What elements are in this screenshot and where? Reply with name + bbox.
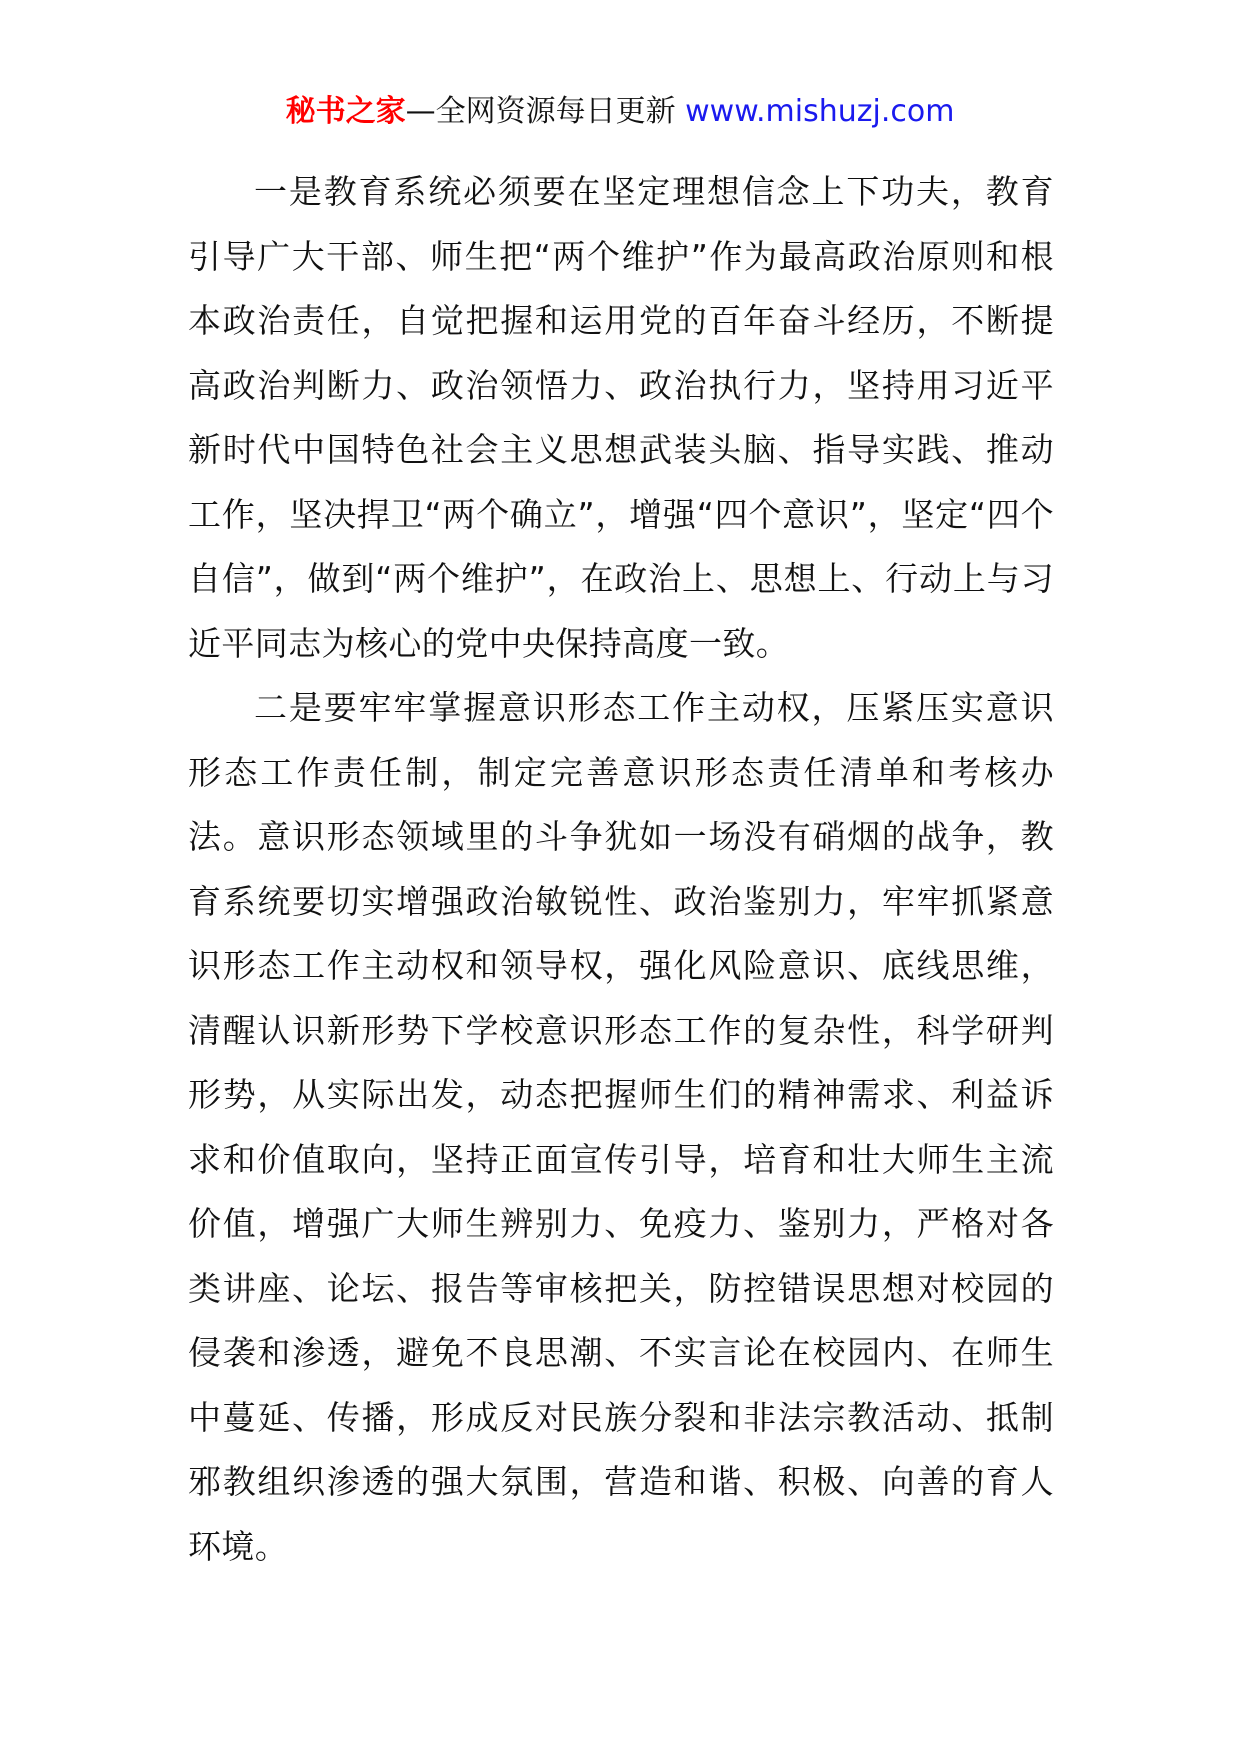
site-url-link[interactable]: www.mishuzj.com — [685, 94, 955, 129]
paragraph-2: 二是要牢牢掌握意识形态工作主动权，压紧压实意识形态工作责任制，制定完善意识形态责任清单和考核办法。意识形态领域里的斗争犹如一场没有硝烟的战争，教育系统要切实增强政治敏锐性、政治鉴别力，牢牢抓紧意识形态工作主动权和领导权，强化风险意识、底线思维，清醒认识新形势下学校意识形态工作的复杂性，科学研判形势，从实际出发，动态把握师生们的精神需求、利益诉求和价值取向，坚持正面宣传引导，培育和壮大师生主流价值，增强广大师生辨别力、免疫力、鉴别力，严格对各类讲座、论坛、报告等审核把关，防控错误思想对校园的侵袭和渗透，避免不良思潮、不实言论在校园内、在师生中蔓延、传播，形成反对民族分裂和非法宗教活动、抵制邪教组织渗透的强大氛围，营造和谐、积极、向善的育人环境。 — [188, 688, 1054, 1566]
brand-name: 秘书之家 — [285, 94, 406, 129]
paragraph-1: 一是教育系统必须要在坚定理想信念上下功夫，教育引导广大干部、师生把“两个维护”作为最高政治原则和根本政治责任，自觉把握和运用党的百年奋斗经历，不断提高政治判断力、政治领悟力、政治执行力，坚持用习近平新时代中国特色社会主义思想武装头脑、指导实践、推动工作，坚决捍卫“两个确立”，增强“四个意识”，坚定“四个自信”，做到“两个维护”，在政治上、思想上、行动上与习近平同志为核心的党中央保持高度一致。 — [188, 172, 1054, 663]
header-tagline: —全网资源每日更新 — [405, 94, 686, 129]
page-header — [0, 92, 1240, 132]
document-body — [188, 160, 1054, 1579]
